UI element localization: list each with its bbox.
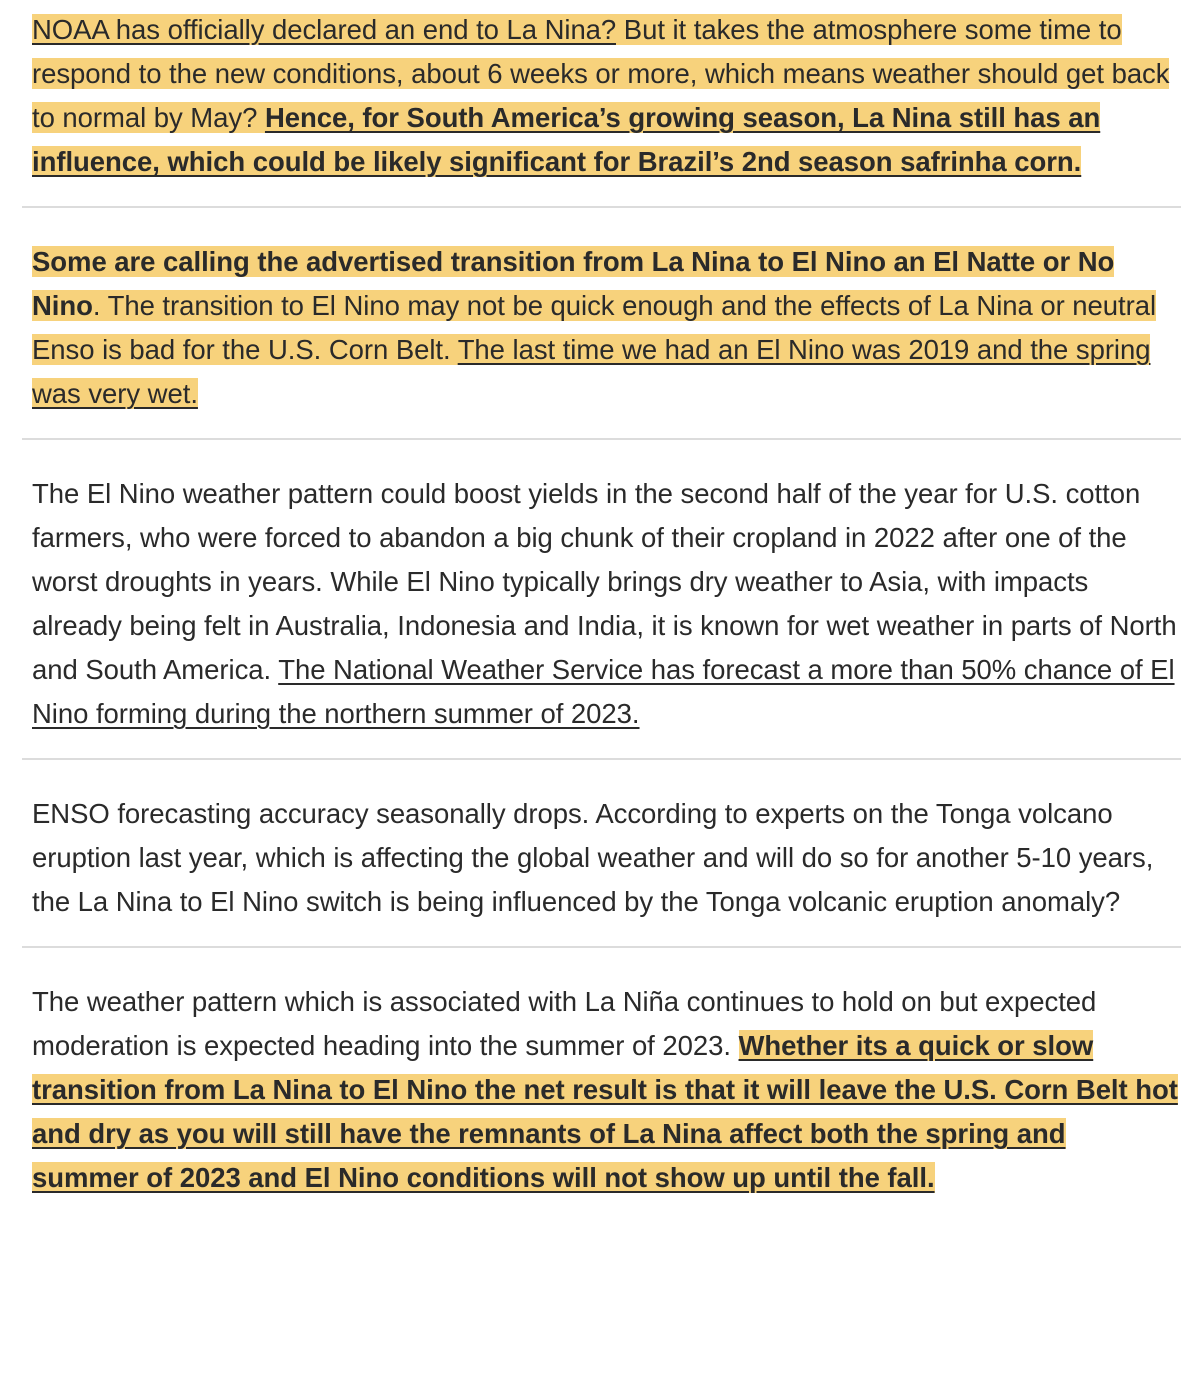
section-corn-belt-outlook [0, 948, 1203, 1200]
section-enso-accuracy [0, 760, 1203, 924]
paragraph-text: The weather pattern which is associated with La Niña continues to hold on but expected moderation is expected heading into the summer of 2023. [32, 986, 1097, 1061]
section-la-nina-end [0, 0, 1203, 184]
paragraph-corn-belt-outlook [32, 980, 1179, 1200]
paragraph-enso-accuracy [32, 792, 1179, 924]
el-nino-2019-link[interactable]: The last time we had an El Nino was 2019 and the spring was very wet. [32, 334, 1151, 409]
paragraph-text: The El Nino weather pattern could boost yields in the second half of the year for U.S. cotton farmers, who were forced to abandon a big chunk of their cropland in 2022 after one of the worst droughts in years. While El Nino typically brings dry weather to Asia, with impacts already being felt in Australia, Indonesia and India, it is known for wet weather in parts of North and South America. [32, 478, 1177, 685]
paragraph-text: ENSO forecasting accuracy seasonally drops. According to experts on the Tonga volcano eruption last year, which is affecting the global weather and will do so for another 5-10 years, the La Nina to El Nino switch is being influenced by the Tonga volcanic eruption anomaly? [32, 798, 1154, 917]
paragraph-la-nina-end [32, 8, 1179, 184]
highlighted-bold-text: Hence, for South America’s growing season, La Nina still has an influence, which could be likely significant for Brazil’s 2nd season safrinha corn. [32, 102, 1101, 177]
paragraph-cotton-yields [32, 472, 1179, 736]
paragraph-text: But it takes the atmosphere some time to respond to the new conditions, about 6 weeks or more, which means weather should get back to normal by May? [32, 14, 1170, 133]
section-cotton-yields [0, 440, 1203, 736]
noaa-link[interactable]: NOAA has officially declared an end to La Nina? [32, 14, 617, 45]
paragraph-el-natte [32, 240, 1179, 416]
section-el-natte [0, 208, 1203, 416]
paragraph-text: . The transition to El Nino may not be quick enough and the effects of La Nina or neutral Enso is bad for the U.S. Corn Belt. [32, 290, 1157, 365]
highlighted-bold-text: Some are calling the advertised transition from La Nina to El Nino an El Natte or No Nino [32, 246, 1115, 321]
highlighted-bold-text: Whether its a quick or slow transition from La Nina to El Nino the net result is that it will leave the U.S. Corn Belt hot and dry as you will still have the remnants of La Nina affect both the spring and summer of 2023 and El Nino conditions will not show up until the fall. [32, 1030, 1178, 1193]
nws-forecast-link[interactable]: The National Weather Service has forecast a more than 50% chance of El Nino forming during the northern summer of 2023. [32, 654, 1175, 729]
